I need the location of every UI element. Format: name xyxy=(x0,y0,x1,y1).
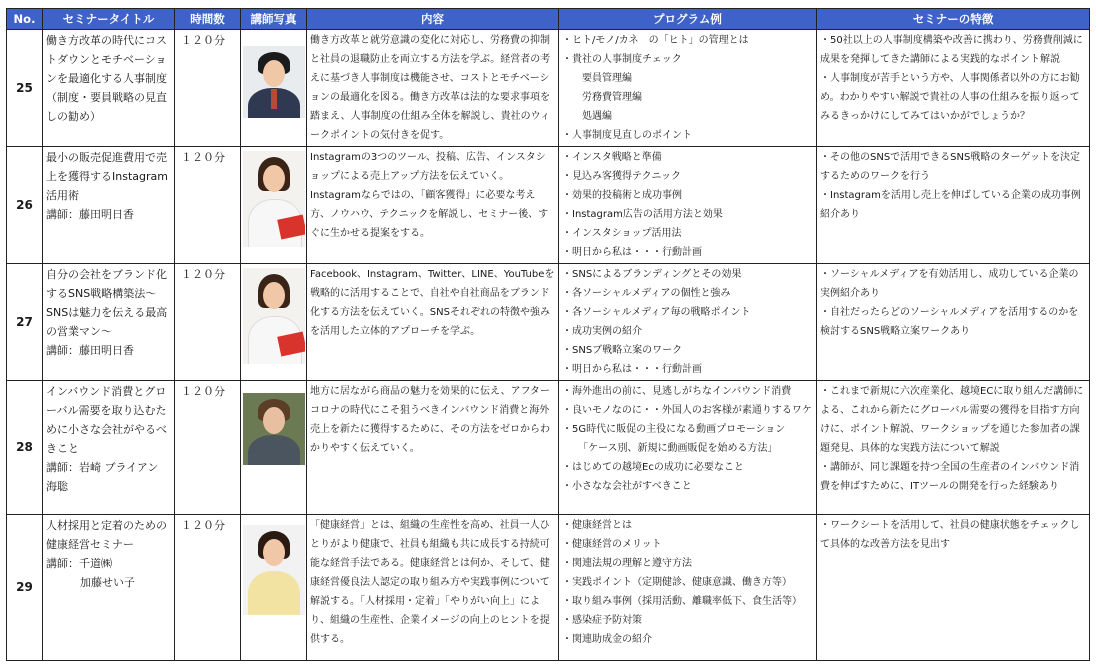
header-row xyxy=(7,9,1090,30)
instructor-photo xyxy=(243,525,305,615)
program-cell xyxy=(559,30,817,147)
program-item: ・健康経営のメリット xyxy=(562,539,662,550)
duration: １２０分 xyxy=(175,381,241,515)
table-row xyxy=(7,264,1090,381)
feature-cell xyxy=(817,381,1090,515)
seminar-title xyxy=(43,381,175,515)
program-item: 「ケース別、新規に動画販促を始める方法」 xyxy=(578,443,778,454)
program-item: ・実践ポイント（定期健診、健康意識、働き方等） xyxy=(562,577,792,588)
seminar-title xyxy=(43,515,175,661)
row-number: 26 xyxy=(7,147,43,264)
instructor-name: 加藤せい子 xyxy=(80,576,135,589)
content-text: Facebook、Instagram、Twitter、LINE、YouTubeを戦略的に活用することで、自社や自社商品をブランド化する方法を伝えていく。SNSそれぞれの特徴や強みを活用した立体的アプローチを学ぶ。 xyxy=(310,269,555,337)
program-item: ・はじめての越境Ecの成功に必要なこと xyxy=(562,462,744,473)
program-item: ・感染症予防対策 xyxy=(562,615,642,626)
program-item: ・5G時代に販促の主役になる動画プロモーション xyxy=(562,424,786,435)
seminar-title xyxy=(43,147,175,264)
instructor-photo xyxy=(243,268,305,364)
instructor-photo xyxy=(243,151,305,247)
program-item: ・明日から私は・・・行動計画 xyxy=(562,247,702,258)
header-content: 内容 xyxy=(307,9,559,30)
program-item: ・ヒト/モノ/カネ の「ヒト」の管理とは xyxy=(562,35,749,46)
program-item: ・関連法規の理解と遵守方法 xyxy=(562,558,692,569)
program-item: ・見込み客獲得テクニック xyxy=(562,171,681,182)
instructor-photo-cell xyxy=(241,381,307,515)
feature-text: ・その他のSNSで活用できるSNS戦略のターゲットを決定するためのワークを行う ・Instagramを活用し売上を伸ばしている企業の成功事例紹介あり xyxy=(820,152,1081,220)
instructor-photo-cell xyxy=(241,515,307,661)
program-item: ・各ソーシャルメディアの個性と強み xyxy=(562,288,731,299)
program-item: ・関連助成金の紹介 xyxy=(562,634,652,645)
program-item: ・効果的投稿術と成功事例 xyxy=(562,190,682,201)
table-row xyxy=(7,381,1090,515)
row-number: 28 xyxy=(7,381,43,515)
program-item: ・SNSによるブランディングとその効果 xyxy=(562,269,742,280)
instructor-photo xyxy=(243,46,305,118)
instructor-photo-cell xyxy=(241,30,307,147)
content-text: 地方に居ながら商品の魅力を効果的に伝え、アフターコロナの時代にこそ狙うべきインバウンド消費と海外売上を新たに獲得するために、その方法をゼロからわかりやすく伝えていく。 xyxy=(310,386,550,454)
header-photo: 講師写真 xyxy=(241,9,307,30)
content-cell xyxy=(307,381,559,515)
header-title: セミナータイトル xyxy=(43,9,175,30)
program-item: ・人事制度見直しのポイント xyxy=(562,130,692,141)
feature-text: ・ワークシートを活用して、社員の健康状態をチェックして具体的な改善方法を見出す xyxy=(820,520,1080,550)
program-cell xyxy=(559,264,817,381)
program-item: ・貴社の人事制度チェック xyxy=(562,54,682,65)
program-item: ・良いモノなのに・・外国人のお客様が素通りするワケ xyxy=(562,405,812,416)
duration: １２０分 xyxy=(175,264,241,381)
program-item: 労務費管理編 xyxy=(582,92,642,103)
duration: １２０分 xyxy=(175,147,241,264)
instructor-photo xyxy=(243,393,305,465)
program-item: ・各ソーシャルメディア毎の戦略ポイント xyxy=(562,307,751,318)
content-cell xyxy=(307,515,559,661)
header-program: プログラム例 xyxy=(559,9,817,30)
title-text: インバウンド消費とグローバル需要を取り込むために小さな会社がやるべきこと xyxy=(46,385,167,455)
content-cell xyxy=(307,264,559,381)
program-item: ・小さなな会社がすべきこと xyxy=(562,481,692,492)
instructor-name: 講師：岩崎 ブライアン 海聡 xyxy=(46,461,159,493)
program-item: ・成功実例の紹介 xyxy=(562,326,642,337)
program-cell xyxy=(559,381,817,515)
instructor-photo-cell xyxy=(241,147,307,264)
feature-cell xyxy=(817,147,1090,264)
feature-text: ・ソーシャルメディアを有効活用し、成功している企業の実例紹介あり ・自社だったらどのソーシャルメディアを活用するのかを検討するSNS戦略立案ワークあり xyxy=(820,269,1079,337)
program-item: ・Instagram広告の活用方法と効果 xyxy=(562,209,723,220)
row-number: 27 xyxy=(7,264,43,381)
program-cell xyxy=(559,515,817,661)
program-item: ・取り組み事例（採用活動、離職率低下、食生活等） xyxy=(562,596,802,607)
seminar-table xyxy=(6,8,1090,661)
content-cell xyxy=(307,30,559,147)
program-item: ・健康経営とは xyxy=(562,520,632,531)
program-item: ・明日から私は・・・行動計画 xyxy=(562,364,702,375)
row-number: 29 xyxy=(7,515,43,661)
duration: １２０分 xyxy=(175,515,241,661)
content-text: Instagramの3つのツール、投稿、広告、インスタショップによる売上アップ方法を伝えていく。Instagramならではの、「顧客獲得」に必要な考え方、ノウハウ、テクニックを解説し、セミナー後、すぐに生かせる提案をする。 xyxy=(310,152,549,239)
header-feature: セミナーの特徴 xyxy=(817,9,1090,30)
feature-cell xyxy=(817,264,1090,381)
instructor-name: 講師：千道㈱ xyxy=(46,557,112,570)
instructor-name: 講師：藤田明日香 xyxy=(46,344,134,357)
program-item: 処遇編 xyxy=(582,111,612,122)
program-item: ・SNSブ戦略立案のワーク xyxy=(562,345,683,356)
content-cell xyxy=(307,147,559,264)
feature-text: ・50社以上の人事制度構築や改善に携わり、労務費削減に成果を発揮してきた講師による実践的なポイント解説 ・人事制度が苦手という方や、人事関係者以外の方にお勧め。わかりやすい解説で貴社の人事の仕組みを振り返ってみるきっかけにしてみてはいかがでしょうか？ xyxy=(820,35,1083,122)
table-row xyxy=(7,147,1090,264)
table-row xyxy=(7,30,1090,147)
seminar-title xyxy=(43,30,175,147)
feature-text: ・これまで新規に六次産業化、越境ECに取り組んだ講師による、これから新たにグローバル需要の獲得を目指す方向けに、ポイント解説、ワークショップを通じた参加者の課題発見、具体的な実践方法について解説 ・講師が、同じ課題を持つ全国の生産者のインバウンド消費を伸ばすために、ITツールの開発を行った経験あり xyxy=(820,386,1084,492)
feature-cell xyxy=(817,30,1090,147)
title-text: 人材採用と定着のための健康経営セミナー xyxy=(46,519,167,551)
content-text: 「健康経営」とは、組織の生産性を高め、社員一人ひとりがより健康で、社員も組織も共に成長する持続可能な経営手法である。健康経営とは何か、そして、健康経営優良法人認定の取り組み方や実践事例について解説する。「人材採用・定着」「やりがい向上」により、組織の生産性、企業イメージの向上のヒントを提供する。 xyxy=(310,520,550,645)
seminar-title xyxy=(43,264,175,381)
title-text: 働き方改革の時代にコストダウンとモチベーションを最適化する人事制度（制度・要員戦略の見直しの勧め） xyxy=(46,34,167,123)
feature-cell xyxy=(817,515,1090,661)
program-item: ・インスタ戦略と準備 xyxy=(562,152,662,163)
header-time: 時間数 xyxy=(175,9,241,30)
program-item: ・インスタショップ活用法 xyxy=(562,228,682,239)
program-item: ・海外進出の前に、見逃しがちなインバウンド消費 xyxy=(562,386,792,397)
instructor-name: 講師：藤田明日香 xyxy=(46,208,134,221)
program-item: 要員管理編 xyxy=(582,73,632,84)
table-row xyxy=(7,515,1090,661)
title-text: 最小の販売促進費用で売上を獲得するInstagram活用術 xyxy=(46,151,168,202)
title-text: 自分の会社をブランド化するSNS戦略構築法～SNSは魅力を伝える最高の営業マン～ xyxy=(46,268,168,338)
instructor-photo-cell xyxy=(241,264,307,381)
header-no: No. xyxy=(7,9,43,30)
duration: １２０分 xyxy=(175,30,241,147)
content-text: 働き方改革と就労意識の変化に対応し、労務費の抑制と社員の退職防止を両立する方法を学ぶ。経営者の考えに基づき人事制度は機能させ、コストとモチベーションの最適化を図る。働き方改革は法的な要求事項を踏まえ、人事制度の仕組み全体を解説し、貴社のウィークポイントの気付きを促す。 xyxy=(310,35,551,141)
program-cell xyxy=(559,147,817,264)
row-number: 25 xyxy=(7,30,43,147)
